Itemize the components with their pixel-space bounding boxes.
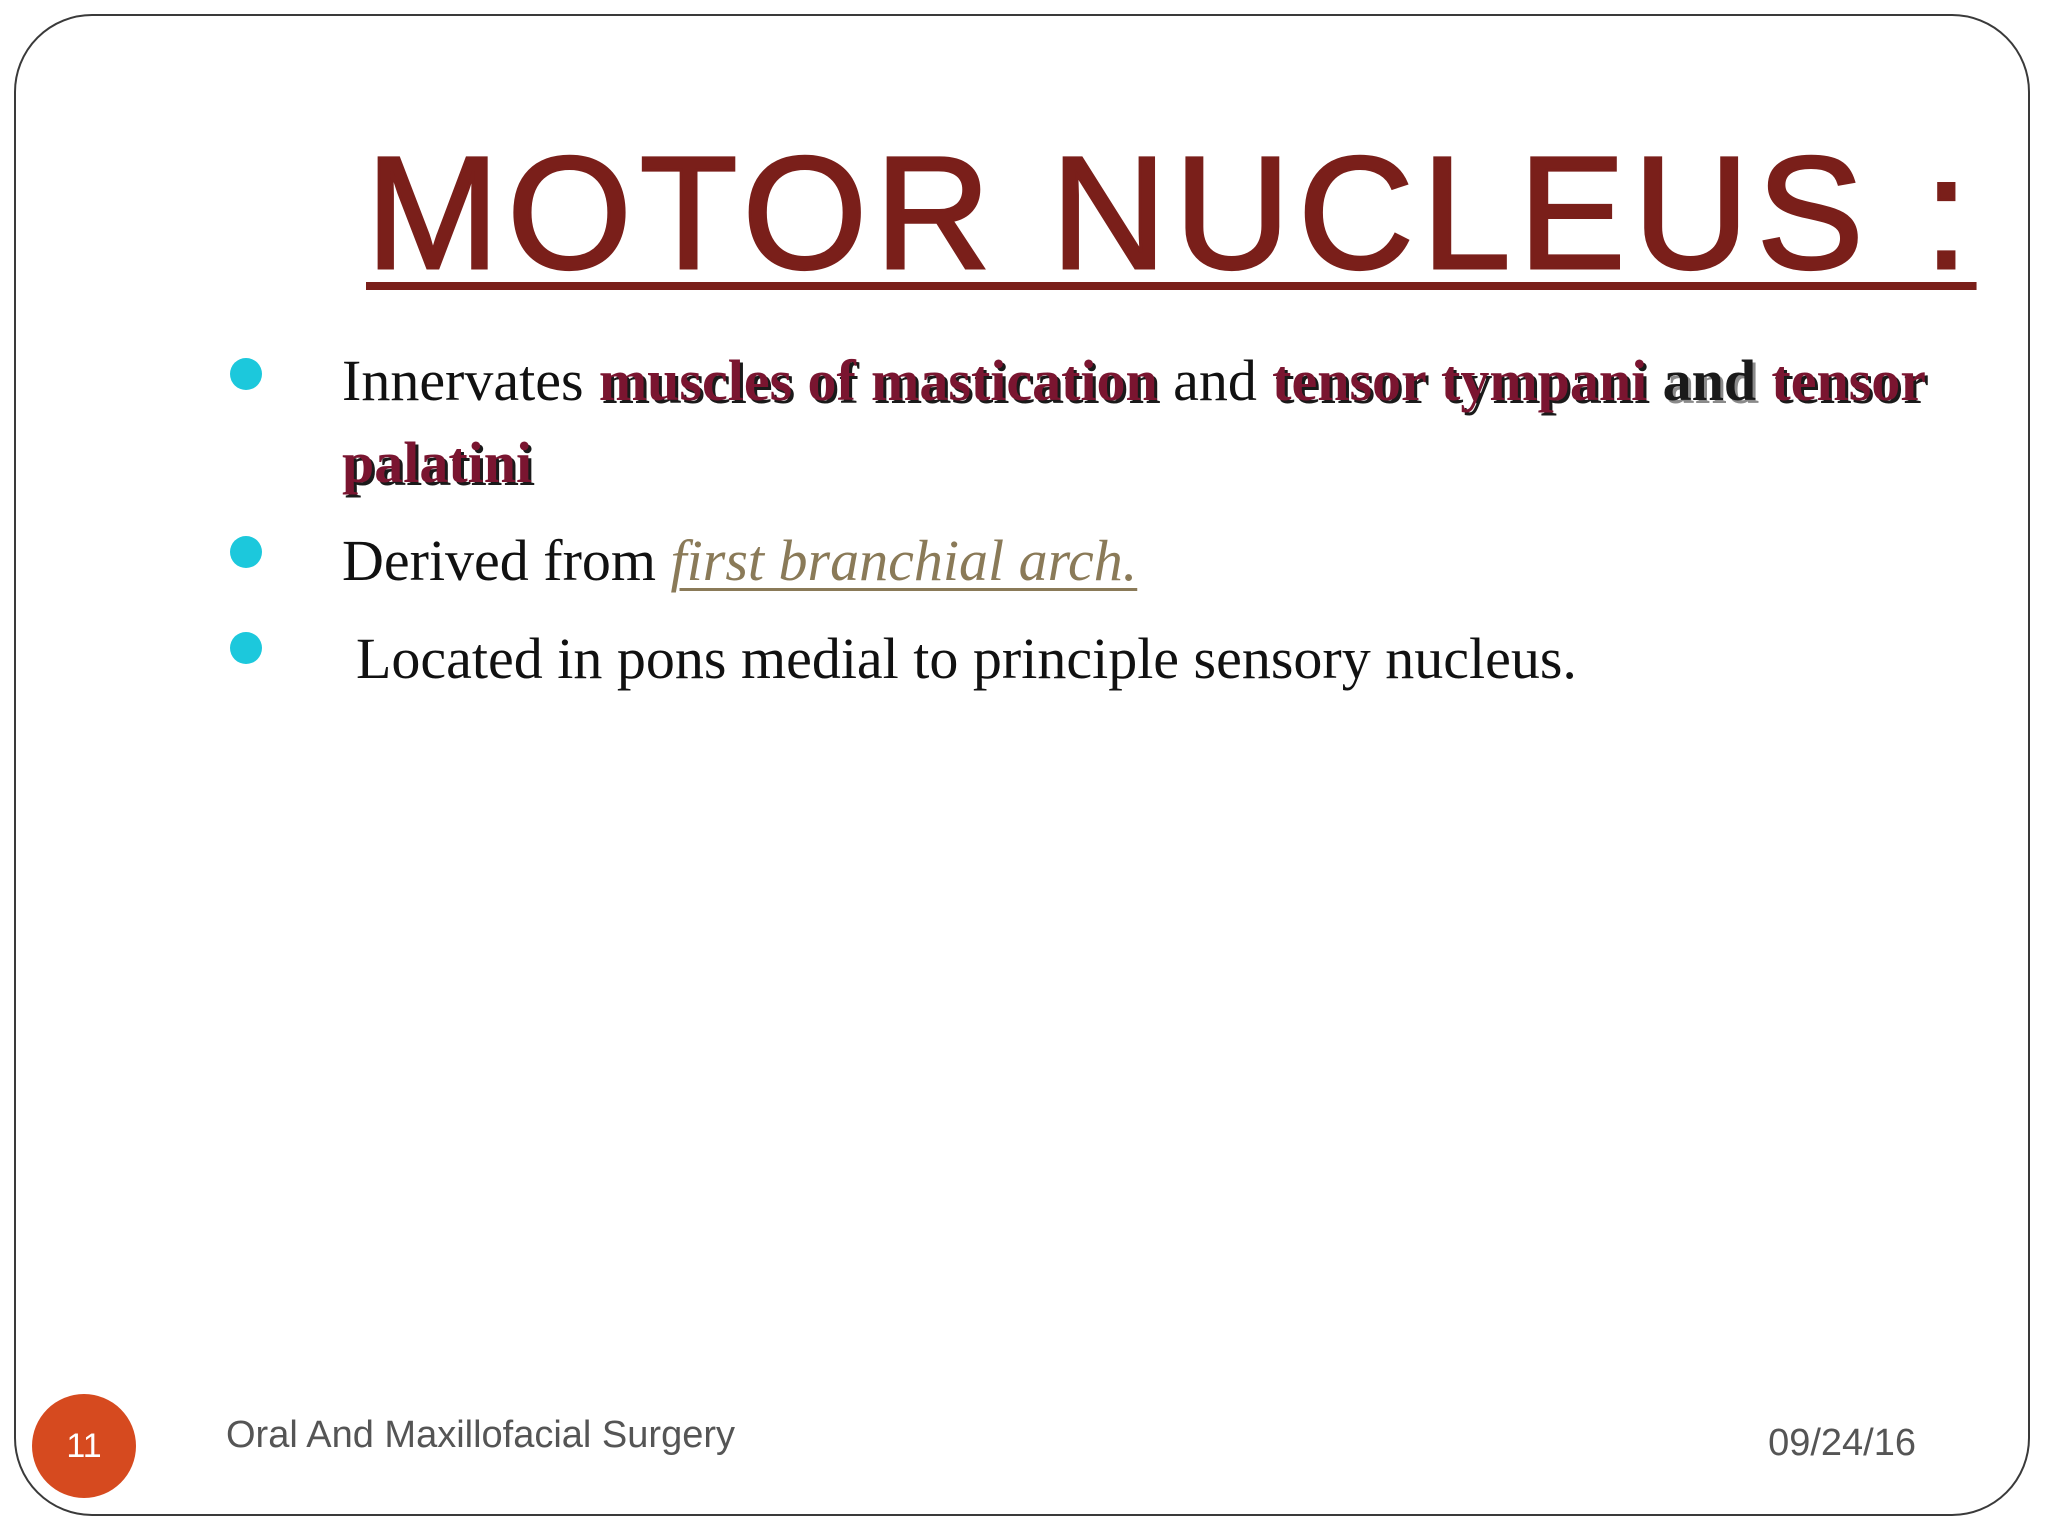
bullet-dot-icon [230, 536, 262, 568]
emphasis-muscles-of-mastication: muscles of mastication [598, 348, 1158, 413]
first-branchial-arch-link[interactable]: first branchial arch. [670, 528, 1138, 593]
bullet-text: and [1157, 348, 1273, 413]
emphasis-tensor-palatini: tensor palatini [342, 348, 1927, 495]
footer-date: 09/24/16 [1768, 1422, 1916, 1464]
bullet-text: Located in pons medial to principle sensory nucleus. [356, 626, 1577, 691]
slide-number-badge: 11 [32, 1394, 136, 1498]
slide-title: MOTOR NUCLEUS : [366, 123, 1977, 302]
bullet-item-derived [226, 520, 1926, 602]
bullet-text: Innervates [342, 348, 599, 413]
footer-course: Oral And Maxillofacial Surgery [226, 1414, 735, 1456]
emphasis-tensor-tympani: tensor tympani [1272, 348, 1648, 413]
bullet-dot-icon [230, 632, 262, 664]
bullet-list [226, 340, 1926, 700]
bullet-dot-icon [230, 358, 262, 390]
bullet-item-located [226, 618, 1926, 700]
bullet-text: Derived from [342, 528, 671, 593]
bullet-item-innervates [226, 340, 1926, 504]
emphasis-and: and [1662, 348, 1757, 413]
